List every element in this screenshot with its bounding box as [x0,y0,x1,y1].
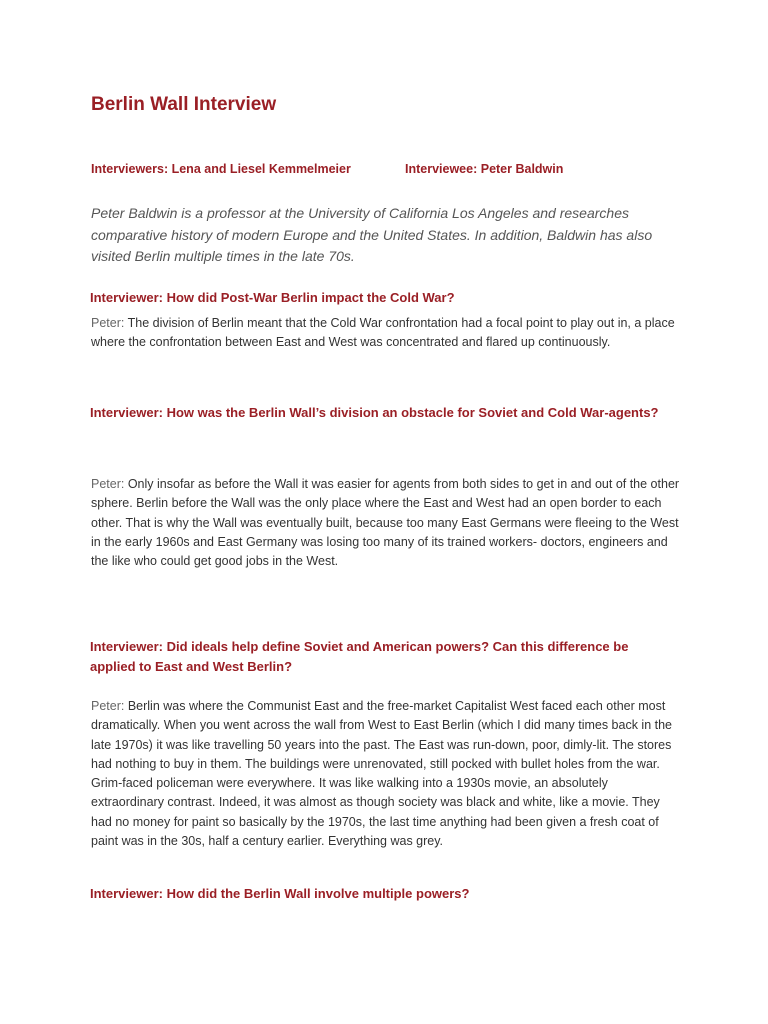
document-title: Berlin Wall Interview [91,94,277,115]
question-3: Interviewer: Did ideals help define Soviet and American powers? Can this difference be applied to East and West Berlin? [90,639,629,674]
interviewers-label: Interviewers: Lena and Liesel Kemmelmeier [91,162,351,176]
answer-text: Berlin was where the Communist East and the free-market Capitalist West faced each other most dramatically. When you went across the wall from West to East Berlin (which I did many times back in the late 1970s) it was like travelling 50 years into the past. The East was run-down, poor, dimly-lit. The stores had nothing to buy in them. The buildings were unrenovated, still pocked with bullet holes from the war. Grim-faced policeman were everywhere. It was like walking into a 1930s movie, an absolutely extraordinary contrast. Indeed, it was almost as though society was black and white, like a movie. They had no money for paint so basically by the 1970s, the last time anything had been given a fresh coat of paint was in the 30s, half a century earlier. Everything was grey. [91,699,673,849]
speaker-label: Peter: [91,699,125,713]
answer-1 [91,314,681,353]
question-1: Interviewer: How did Post-War Berlin impact the Cold War? [90,290,455,305]
speaker-label: Peter: [91,477,125,491]
answer-3 [91,697,681,851]
interviewee-label: Interviewee: Peter Baldwin [405,162,564,176]
intro-paragraph: Peter Baldwin is a professor at the University of California Los Angeles and researches comparative history of modern Europe and the United States. In addition, Baldwin has also visited Berlin multiple times in the late 70s. [91,205,653,264]
answer-text: The division of Berlin meant that the Cold War confrontation had a focal point to play out in, a place where the confrontation between East and West was concentrated and flared up continuously. [91,316,675,350]
speaker-label: Peter: [91,316,125,330]
answer-2 [91,475,681,571]
question-4: Interviewer: How did the Berlin Wall involve multiple powers? [90,886,470,901]
answer-text: Only insofar as before the Wall it was easier for agents from both sides to get in and out of the other sphere. Berlin before the Wall was the only place where the East and West had an open border to each other. That is why the Wall was eventually built, because too many East Germans were fleeing to the West in the early 1960s and East Germany was losing too many of its trained workers- doctors, engineers and the like who could get good jobs in the West. [91,477,680,569]
question-2: Interviewer: How was the Berlin Wall’s division an obstacle for Soviet and Cold War-agents? [90,405,659,420]
